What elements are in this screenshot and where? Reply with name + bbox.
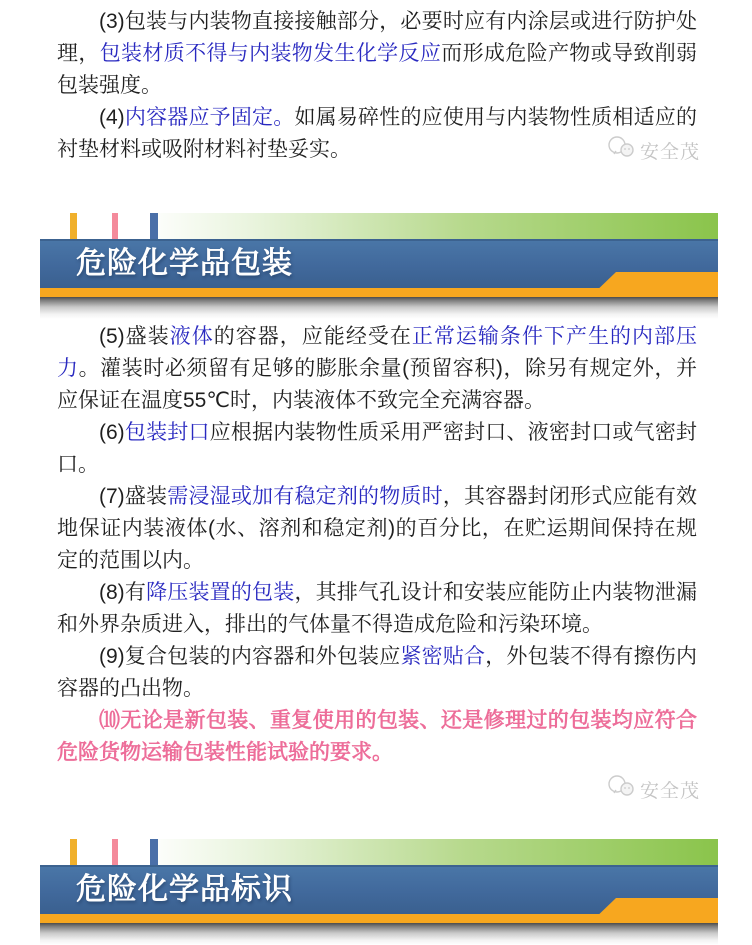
- decor-bar-blue: [150, 839, 158, 865]
- banner-decor-strip: [40, 213, 718, 239]
- text-segment: 需浸湿或加有稳定剂的物质时: [167, 485, 443, 508]
- text-segment: 。灌装时必须留有足够的膨胀余量(预留容积)，除另有规定外，并应保证在温度55℃时，内装液体不致完全充满容器。: [57, 357, 698, 412]
- section-banner-packaging: [40, 213, 718, 319]
- text-segment: (8)有: [99, 581, 147, 604]
- paragraph: [57, 417, 697, 481]
- paragraph: [57, 6, 697, 102]
- text-segment: 应根据内装物性质采用严密封口、液密封口或气密封口。: [57, 421, 698, 476]
- text-segment: 正常运输条件下产生的内部压力: [57, 325, 698, 380]
- text-segment: 而形成危险产物或导致削弱包装强度。: [57, 42, 698, 97]
- paragraph: [57, 577, 697, 641]
- decor-bar-pink: [112, 213, 118, 239]
- text-segment: (5)盛装: [99, 325, 170, 348]
- decor-bar-yellow: [70, 213, 77, 239]
- paragraph: [57, 481, 697, 577]
- banner-decor-strip: [40, 839, 718, 865]
- text-segment: 包装材质不得与内装物发生化学反应: [99, 42, 442, 65]
- text-segment: 内容器应予固定。: [124, 106, 295, 129]
- text-segment: (6): [99, 421, 125, 444]
- text-segment: 降压装置的包装: [146, 581, 295, 604]
- chat-bubbles-icon: [607, 135, 635, 165]
- text-segment: (3)包装与内装物直接接触部分，必要时应有内涂层或进行防护处理，: [57, 10, 697, 65]
- text-segment: ⑽无论是新包装、重复使用的包装、还是修理过的包装均应符合危险货物运输包装性能试验的要求。: [57, 709, 697, 764]
- text-segment: 的容器，应能经受在: [213, 325, 412, 348]
- paragraph: [57, 321, 697, 417]
- decor-bar-blue: [150, 213, 158, 239]
- brand-name: 安全茂: [639, 780, 700, 802]
- decor-green-gradient: [152, 213, 718, 239]
- decor-bar-pink: [112, 839, 118, 865]
- text-segment: (7)盛装: [99, 485, 168, 508]
- paragraph: [57, 705, 697, 769]
- section-title-labeling: 危险化学品标识: [76, 873, 293, 906]
- banner-drop-shadow: [40, 923, 718, 945]
- section-title-packaging: 危险化学品包装: [76, 247, 293, 280]
- text-segment: ，外包装不得有擦伤内容器的凸出物。: [57, 645, 698, 700]
- banner-drop-shadow: [40, 297, 718, 319]
- text-segment: ，其容器封闭形式应能有效地保证内装液体(水、溶剂和稳定剂)的百分比，在贮运期间保持在规定的范围以内。: [57, 485, 698, 572]
- brand-watermark: [0, 775, 700, 803]
- text-segment: (4): [99, 106, 125, 129]
- brand-name: 安全茂: [639, 141, 700, 163]
- banner-bar: [40, 239, 718, 288]
- chat-bubbles-icon: [607, 774, 635, 804]
- section-banner-labeling: [40, 839, 718, 945]
- decor-bar-yellow: [70, 839, 77, 865]
- text-segment: 紧密贴合: [400, 645, 486, 668]
- text-segment: 包装封口: [124, 421, 210, 444]
- banner-bar: [40, 865, 718, 914]
- text-segment: ，其排气孔设计和安装应能防止内装物泄漏和外界杂质进入，排出的气体量不得造成危险和污染环境。: [57, 581, 698, 636]
- packaging-text-block: [57, 321, 697, 769]
- decor-green-gradient: [152, 839, 718, 865]
- text-segment: 如属易碎性的应使用与内装物性质相适应的衬垫材料或吸附材料衬垫妥实。: [57, 106, 698, 161]
- paragraph: [57, 641, 697, 705]
- text-segment: (9)复合包装的内容器和外包装应: [99, 645, 401, 668]
- text-segment: 液体: [169, 325, 214, 348]
